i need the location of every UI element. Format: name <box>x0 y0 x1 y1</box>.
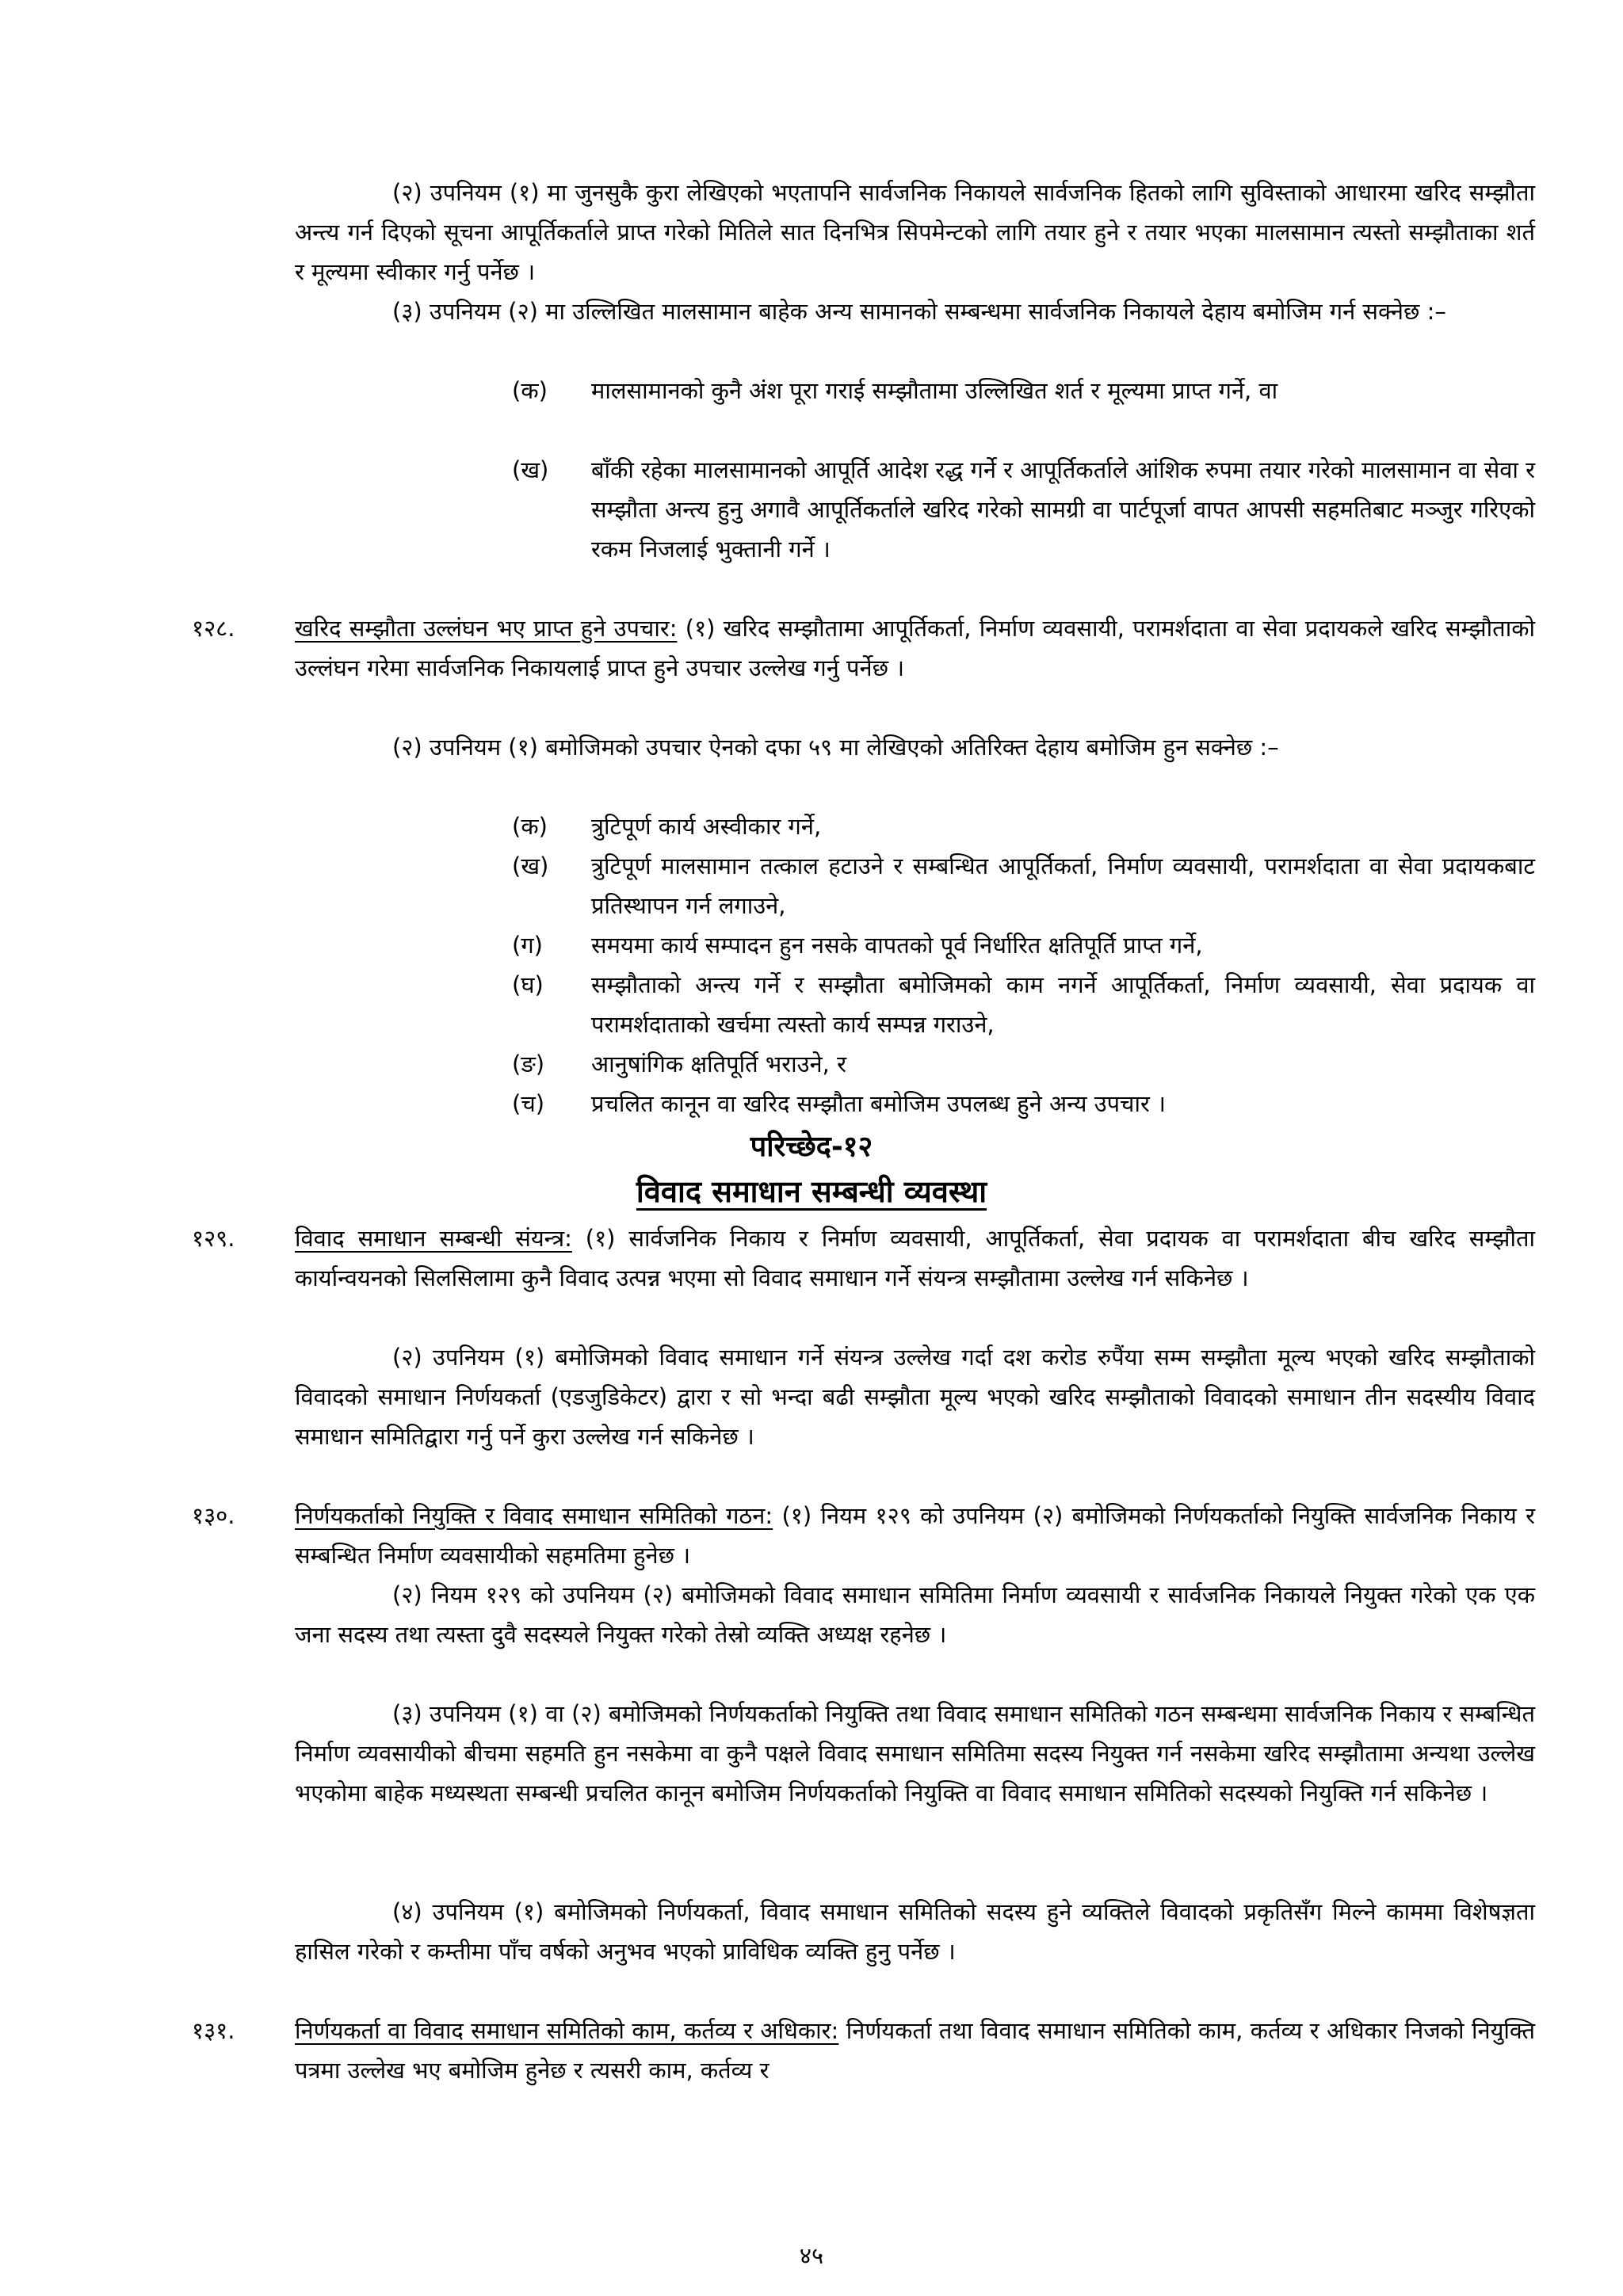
rule-number: १३१. <box>192 2017 235 2044</box>
rule-text: (१) खरिद सम्झौतामा आपूर्तिकर्ता, निर्माण व्यवसायी, परामर्शदाता वा सेवा प्रदायकले खरिद सम्झौताको उल्लंघन गरेमा सार्वजनिक निकायलाई प्राप्त हुने उपचार उल्लेख गर्नु पर्नेछ । <box>295 615 1535 681</box>
list-item-text: त्रुटिपूर्ण कार्य अस्वीकार गर्ने, <box>591 813 822 840</box>
rule-130-paragraph <box>295 1496 1535 1575</box>
list-item <box>514 846 1535 925</box>
list-item-text: आनुषांगिक क्षतिपूर्ति भराउने, र <box>591 1051 846 1077</box>
list-item-label: (क) <box>512 377 548 404</box>
list-item-label: (घ) <box>512 971 544 998</box>
rule-text: निर्णयकर्ता तथा विवाद समाधान समितिको काम, कर्तव्य र अधिकार निजको नियुक्ति पत्रमा उल्लेख भए बमोजिम हुनेछ र त्यसरी काम, कर्तव्य र <box>295 2017 1535 2084</box>
paragraph-127-3: (३) उपनियम (२) मा उल्लिखित मालसामान बाहेक अन्य सामानको सम्बन्धमा सार्वजनिक निकायले देहाय बमोजिम गर्न सक्नेछ :– <box>392 298 1446 325</box>
list-item-label: (ख) <box>512 456 549 483</box>
chapter-number: परिच्छेद-१२ <box>750 1131 873 1163</box>
paragraph-128-2: (२) उपनियम (१) बमोजिमको उपचार ऐनको दफा ५९ मा लेखिएको अतिरिक्त देहाय बमोजिम हुन सक्नेछ :– <box>392 734 1279 761</box>
rule-number: १२८. <box>192 615 235 642</box>
rule-text: (१) सार्वजनिक निकाय र निर्माण व्यवसायी, आपूर्तिकर्ता, सेवा प्रदायक वा परामर्शदाता बीच खरिद सम्झौता कार्यान्वयनको सिलसिलामा कुनै विवाद उत्पन्न भएमा सो विवाद समाधान गर्ने संयन्त्र सम्झौतामा उल्लेख गर्न सकिनेछ । <box>295 1225 1535 1291</box>
rule-number: १३०. <box>192 1502 235 1529</box>
list-item <box>514 371 1535 450</box>
paragraph-130-4: (४) उपनियम (१) बमोजिमको निर्णयकर्ता, विवाद समाधान समितिको सदस्य हुने व्यक्तिले विवादको प्रकृतिसँग मिल्ने काममा विशेषज्ञता हासिल गरेको र कम्तीमा पाँच वर्षको अनुभव भएको प्राविधिक व्यक्ति हुनु पर्नेछ । <box>295 1898 1535 1965</box>
list-item <box>514 1084 1535 1123</box>
chapter-title: विवाद समाधान सम्बन्धी व्यवस्था <box>636 1174 987 1209</box>
rule-text: (१) नियम १२९ को उपनियम (२) बमोजिमको निर्णयकर्ताको नियुक्ति सार्वजनिक निकाय र सम्बन्धित निर्माण व्यवसायीको सहमतिमा हुनेछ । <box>295 1502 1536 1569</box>
list-item-label: (च) <box>512 1090 545 1117</box>
list-item-text: मालसामानको कुनै अंश पूरा गराई सम्झौतामा उल्लिखित शर्त र मूल्यमा प्राप्त गर्ने, वा <box>591 377 1278 404</box>
paragraph-130-2: (२) नियम १२९ को उपनियम (२) बमोजिमको विवाद समाधान समितिमा निर्माण व्यवसायी र सार्वजनिक निकायले नियुक्त गरेको एक एक जना सदस्य तथा त्यस्ता दुवै सदस्यले नियुक्त गरेको तेस्रो व्यक्ति अध्यक्ष रहनेछ । <box>295 1581 1535 1648</box>
list-item-text: समयमा कार्य सम्पादन हुन नसके वापतको पूर्व निर्धारित क्षतिपूर्ति प्राप्त गर्ने, <box>591 932 1203 959</box>
list-item <box>514 450 1535 608</box>
list-item-label: (ख) <box>512 852 549 879</box>
list-item-text: सम्झौताको अन्त्य गर्ने र सम्झौता बमोजिमको काम नगर्ने आपूर्तिकर्ता, निर्माण व्यवसायी, सेवा प्रदायक वा परामर्शदाताको खर्चमा त्यस्तो कार्य सम्पन्न गराउने, <box>591 971 1535 1038</box>
rule-128-paragraph <box>295 608 1535 688</box>
list-item <box>514 925 1535 965</box>
rule-heading: निर्णयकर्ताको नियुक्ति र विवाद समाधान समितिको गठन: <box>295 1502 773 1529</box>
rule-number: १२९. <box>192 1225 235 1252</box>
rule-heading: विवाद समाधान सम्बन्धी संयन्त्र: <box>295 1225 572 1252</box>
paragraph-129-2: (२) उपनियम (१) बमोजिमको विवाद समाधान गर्ने संयन्त्र उल्लेख गर्दा दश करोड रुपैंया सम्म सम्झौता मूल्य भएको खरिद सम्झौताको विवादको समाधान निर्णयकर्ता (एडजुडिकेटर) द्वारा र सो भन्दा बढी सम्झौता मूल्य भएको खरिद सम्झौताको विवादको समाधान तीन सदस्यीय विवाद समाधान समितिद्वारा गर्नु पर्ने कुरा उल्लेख गर्न सकिनेछ । <box>295 1344 1535 1450</box>
list-item <box>514 807 1535 846</box>
list-item <box>514 965 1535 1044</box>
list-item-label: (ङ) <box>512 1051 545 1077</box>
rule-heading: निर्णयकर्ता वा विवाद समाधान समितिको काम, कर्तव्य र अधिकार: <box>295 2017 839 2044</box>
page-number: ४५ <box>799 2242 824 2269</box>
paragraph-127-2: (२) उपनियम (१) मा जुनसुकै कुरा लेखिएको भएतापनि सार्वजनिक निकायले सार्वजनिक हितको लागि सुविस्ताको आधारमा खरिद सम्झौता अन्त्य गर्न दिएको सूचना आपूर्तिकर्ताले प्राप्त गरेको मितिले सात दिनभित्र सिपमेन्टको लागि तयार हुने र तयार भएका मालसामान त्यस्तो सम्झौताका शर्त र मूल्यमा स्वीकार गर्नु पर्नेछ । <box>295 179 1535 285</box>
list-item-text: प्रचलित कानून वा खरिद सम्झौता बमोजिम उपलब्ध हुने अन्य उपचार । <box>591 1090 1167 1117</box>
rule-131-paragraph <box>295 2011 1535 2090</box>
rule-129-paragraph <box>295 1219 1535 1298</box>
list-item-label: (क) <box>512 813 548 840</box>
paragraph-130-3: (३) उपनियम (१) वा (२) बमोजिमको निर्णयकर्ताको नियुक्ति तथा विवाद समाधान समितिको गठन सम्बन्धमा सार्वजनिक निकाय र सम्बन्धित निर्माण व्यवसायीको बीचमा सहमति हुन नसकेमा वा कुनै पक्षले विवाद समाधान समितिमा सदस्य नियुक्त गर्न नसकेमा खरिद सम्झौतामा अन्यथा उल्लेख भएकोमा बाहेक मध्यस्थता सम्बन्धी प्रचलित कानून बमोजिम निर्णयकर्ताको नियुक्ति वा विवाद समाधान समितिको सदस्यको नियुक्ति गर्न सकिनेछ । <box>295 1700 1535 1806</box>
rule-heading: खरिद सम्झौता उल्लंघन भए प्राप्त हुने उपचार: <box>295 615 678 642</box>
list-item-text: त्रुटिपूर्ण मालसामान तत्काल हटाउने र सम्बन्धित आपूर्तिकर्ता, निर्माण व्यवसायी, परामर्शदाता वा सेवा प्रदायकबाट प्रतिस्थापन गर्न लगाउने, <box>591 852 1535 919</box>
list-item <box>514 1044 1535 1084</box>
list-item-label: (ग) <box>512 932 543 959</box>
list-item-text: बाँकी रहेका मालसामानको आपूर्ति आदेश रद्ध गर्ने र आपूर्तिकर्ताले आंशिक रुपमा तयार गरेको मालसामान वा सेवा र सम्झौता अन्त्य हुनु अगावै आपूर्तिकर्ताले खरिद गरेको सामग्री वा पार्टपूर्जा वापत आपसी सहमतिबाट मञ्जुर गरिएको रकम निजलाई भुक्तानी गर्ने । <box>591 456 1535 563</box>
